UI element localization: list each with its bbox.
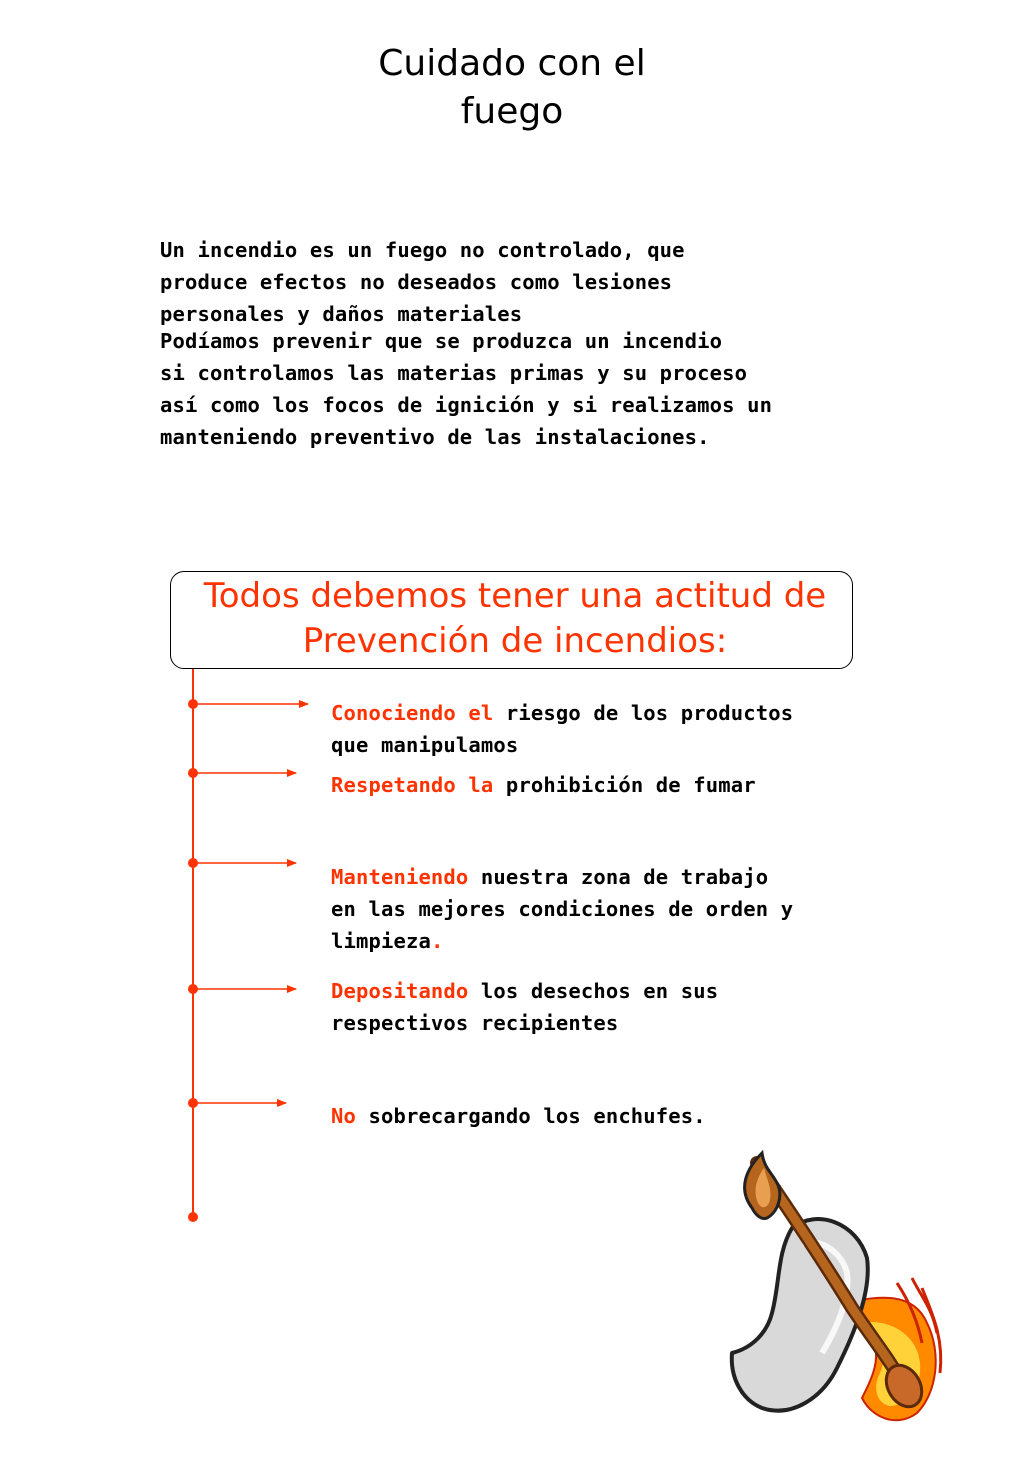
item-tail: . [430,929,444,953]
item-highlight: Depositando [331,979,469,1003]
connector-branch-3 [188,858,296,868]
item-highlight: Conociendo el [331,701,494,725]
connector-end-dot [188,1212,198,1222]
prevention-item-3 [331,861,851,957]
title-line-2: fuego [460,91,564,132]
connector-branch-1 [188,699,308,709]
axe-blade-icon [732,1219,868,1411]
item-highlight: Manteniendo [331,865,469,889]
prevention-item-2 [331,769,851,801]
item-text: sobrecargando los enchufes [355,1104,694,1128]
item-text: riesgo de los productos [493,701,794,725]
intro-line: produce efectos no deseados como lesiones [160,270,673,294]
item-text: los desechos en sus [468,979,719,1003]
item-text: prohibición de fumar [493,773,756,797]
intro-paragraph-1 [160,234,800,330]
item-text: respectivos recipientes [331,1011,619,1035]
intro-line: Podíamos prevenir que se produzca un incendio [160,329,723,353]
prevention-item-5 [331,1100,851,1132]
intro-paragraph-2 [160,325,800,453]
item-text: en las mejores condiciones de orden y [331,897,794,921]
item-text: que manipulamos [331,733,519,757]
banner-line-1: Todos debemos tener una actitud de [203,576,827,616]
banner-line-2: Prevención de incendios: [302,621,728,661]
connector-branch-5 [188,1098,286,1108]
item-highlight: Respetando la [331,773,494,797]
title-line-1: Cuidado con el [378,43,646,84]
prevention-banner-text [170,574,860,664]
flaming-torch-axe-icon [722,1148,947,1433]
item-text: limpieza [331,929,431,953]
item-text: nuestra zona de trabajo [468,865,769,889]
item-highlight: No [331,1104,356,1128]
torch-flame-icon [745,1153,780,1219]
prevention-item-1 [331,697,851,761]
intro-line: si controlamos las materias primas y su proceso [160,361,748,385]
intro-line: manteniendo preventivo de las instalaciones. [160,425,710,449]
item-tail: . [693,1104,706,1128]
connector-branch-2 [188,768,296,778]
prevention-item-4 [331,975,851,1039]
intro-line: así como los focos de ignición y si realizamos un [160,393,773,417]
intro-line: Un incendio es un fuego no controlado, que [160,238,685,262]
intro-line: personales y daños materiales [160,302,523,326]
page-title [312,40,712,136]
connector-branch-4 [188,984,296,994]
